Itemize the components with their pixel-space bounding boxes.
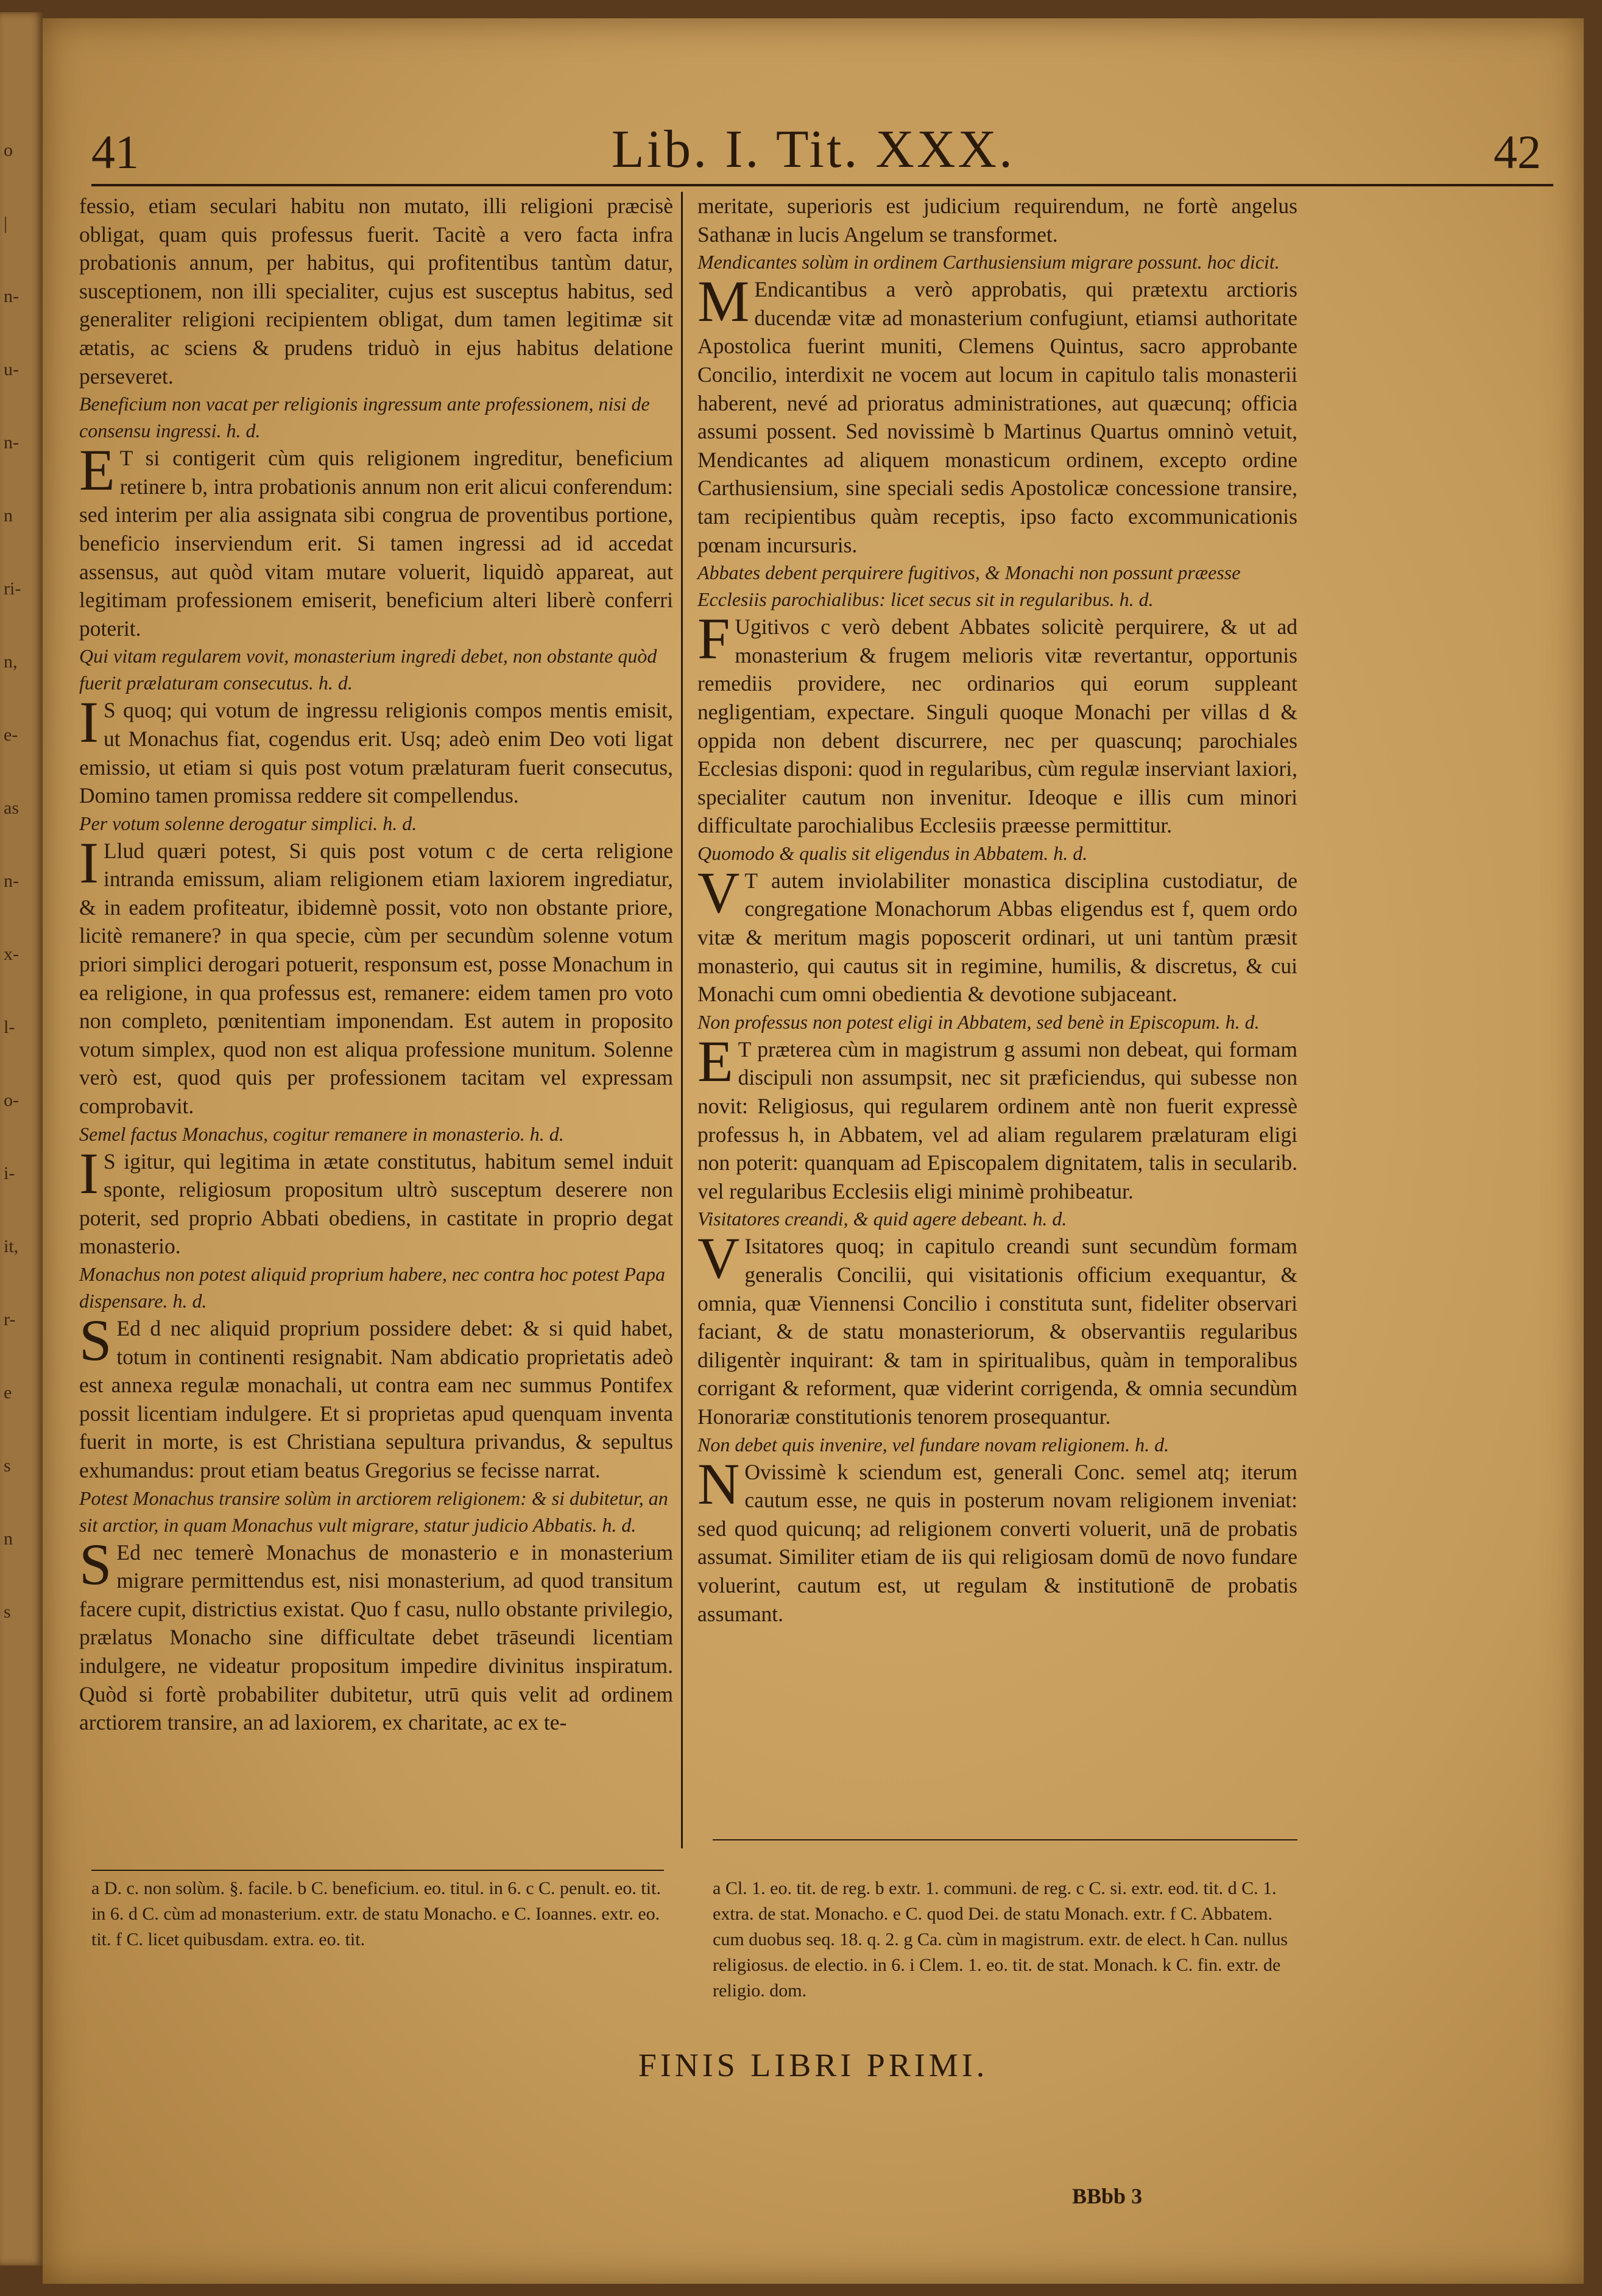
edge-glyph: s (4, 1602, 11, 1622)
paragraph-text: Ugitivos c verò debent Abbates solicitè perquirere, & ut ad monasterium & frugem melioris vitæ revertantur, opportunis remediis providere, nec ordinarios qui eorum suppleant negligentiam, expectare. Singuli quoque Monachi per villas d & oppida non debent discurrere, nec per quascunq; parochiales Ecclesias disponi: quod in regularibus, cùm regulæ inserviant laxiori, specialiter cautum non invenitur. Ideoque e illis cum minori difficultate parochialibus Ecclesiis præesse permittitur. (697, 614, 1297, 838)
drop-capital: S (79, 1531, 112, 1597)
edge-glyph: n- (4, 871, 19, 891)
section-summary: Potest Monachus transire solùm in arctiorem religionem: & si dubitetur, an sit arctior, in quam Monachus vult migrare, statur judicio Abbatis. h. d. (79, 1487, 668, 1536)
edge-glyph: n- (4, 432, 19, 453)
section-summary: Beneficium non vacat per religionis ingressum ante professionem, nisi de consensu ingressi. h. d. (79, 393, 650, 442)
running-title: Lib. I. Tit. XXX. (611, 120, 1015, 179)
continued-text: meritate, superioris est judicium requirendum, ne fortè angelus Sathanæ in lucis Angelum se transformet. (697, 194, 1297, 247)
section-summary: Non debet quis invenire, vel fundare novam religionem. h. d. (697, 1433, 1170, 1456)
drop-capital: E (697, 1028, 733, 1094)
footnote-rule-right (713, 1839, 1297, 1840)
section-summary: Abbates debent perquirere fugitivos, & Monachi non possunt præesse Ecclesiis parochialibus: licet secus sit in regularibus. h. d. (697, 562, 1241, 611)
drop-capital: I (79, 829, 99, 895)
section-summary: Visitatores creandi, & quid agere debeant. h. d. (697, 1208, 1067, 1230)
edge-glyph: n (4, 1529, 13, 1549)
footnote-rule-left (91, 1870, 664, 1871)
signature-mark: BBbb 3 (1072, 2184, 1143, 2208)
section-summary: Qui vitam regularem vovit, monasterium ingredi debet, non obstante quòd fuerit prælaturam consecutus. h. d. (79, 645, 657, 694)
drop-capital: I (79, 689, 99, 755)
paragraph (79, 1140, 673, 1261)
edge-glyph: e (4, 1382, 12, 1403)
edge-glyph: it, (4, 1236, 19, 1256)
section-summary: Mendicantes solùm in ordinem Carthusiensium migrare possunt. hoc dicit. (697, 251, 1280, 273)
section-summary: Quomodo & qualis sit eligendus in Abbatem. h. d. (697, 842, 1088, 864)
drop-capital: E (79, 437, 115, 503)
edge-glyph: n, (4, 652, 18, 672)
paragraph-text: S igitur, qui legitima in ætate constitutus, habitum semel induit sponte, religiosum propositum ultrò susceptum deserere non poterit, sed proprio Abbati obediens, in castitate in proprio degat monasterio. (79, 1149, 673, 1259)
right-column (697, 192, 1297, 1628)
drop-capital: M (697, 269, 750, 334)
paragraph-text: Ovissimè k sciendum est, generali Conc. semel atq; iterum cautum esse, ne quis in posterum novam religionem inveniat: sed quod quicunq; ad religionem converti voluerit, unā de probatis assumat. Similiter etiam de iis qui religiosam domū de novo fundare voluerint, cautum est, ut regulam & institutionē de probatis assumant. (697, 1459, 1297, 1626)
paragraph (697, 1028, 1297, 1206)
paragraph (79, 437, 673, 643)
paragraph-text: Ed d nec aliquid proprium possidere debet: & si quid habet, totum in continenti resignabit. Nam abdicatio proprietatis adeò est annexa regulæ monachali, ut contra eam nec summus Pontifex possit licentiam indulgere. Et si proprietas apud quenquam inventa fuerit in morte, is est Christiana sepultura privandus, & sepultus exhumandus: prout etiam beatus Gregorius se fecisse narrat. (79, 1316, 673, 1482)
adjacent-page-edge (0, 12, 43, 2266)
paragraph-text: T si contigerit cùm quis religionem ingreditur, beneficium retinere b, intra probationis annum non erit alicui conferendum: sed interim per alia assignata sibi congrua de proventibus portione, beneficio inserviendum erit. Si tamen ingressi ad id accedat assensus, aut quòd vitam mutare voluerit, liquidò appareat, aut legitimam professionem emiserit, beneficium alteri liberè conferri poterit. (79, 446, 673, 641)
paragraph (79, 1531, 673, 1737)
drop-capital: F (697, 606, 730, 672)
paragraph (697, 1225, 1297, 1431)
edge-glyph: o- (4, 1090, 19, 1110)
edge-glyph: n (4, 505, 13, 526)
section-summary: Semel factus Monachus, cogitur remanere in monasterio. h. d. (79, 1122, 564, 1145)
edge-glyph: s (4, 1456, 11, 1476)
section-summary: Per votum solenne derogatur simplici. h. d. (79, 812, 417, 834)
edge-glyph: ri- (4, 579, 21, 599)
drop-capital: I (79, 1140, 99, 1206)
edge-glyph: | (4, 213, 8, 233)
header-rule (91, 184, 1553, 186)
paragraph-text: T præterea cùm in magistrum g assumi non debeat, qui formam discipuli non assumpsit, nec sit præficiendus, qui subesse non novit: Religiosus, qui regularem ordinem antè non fuerit expressè professus h, in Abbatem, vel ad aliam regularem prælaturam eligi non poterit: quanquam ad Episcopalem dignitatem, talis in secularib. vel regularibus Ecclesiis eligi minimè prohibeatur. (697, 1037, 1297, 1203)
finis-libri: FINIS LIBRI PRIMI. (638, 2047, 989, 2083)
drop-capital: S (79, 1308, 112, 1373)
left-column (79, 192, 673, 1737)
paragraph-text: Llud quæri potest, Si quis post votum c de certa religione intranda emissum, aliam religionem etiam laxiorem ingrediatur, & in eadem profiteatur, ibidemnè possit, voto non obstante priore, licitè remanere? in qua specie, cùm per secundùm solenne votum priori simplici derogari potuerit, responsum est, posse Monachum in ea religione, in qua professus est, remanere: eidem tamen pro voto non completo, pœnitentiam imponendam. Est autem in proposito votum simplex, quod non est aliqua professione munitum. Solenne verò est, quod quis per professionem tacitam vel expressam comprobavit. (79, 838, 673, 1119)
paragraph (697, 1451, 1297, 1629)
paragraph (697, 859, 1297, 1009)
edge-glyph: r- (4, 1309, 16, 1329)
footnotes-left: a D. c. non solùm. §. facile. b C. beneficium. eo. titul. in 6. c C. penult. eo. tit. in 6. d C. cùm ad monasterium. extr. de statu Monacho. e C. Ioannes. extr. eo. tit. f C. licet quibusdam. extra. eo. tit. (91, 1878, 661, 1949)
edge-glyph: l- (4, 1017, 15, 1037)
drop-capital: V (697, 859, 740, 925)
edge-glyph: o (4, 140, 13, 160)
book-page (43, 18, 1584, 2284)
paragraph-text: Endicantibus a verò approbatis, qui prætextu arctioris ducendæ vitæ ad monasterium confugiunt, etiamsi authoritate Apostolica fuerint muniti, Clemens Quintus, sacro approbante Concilio, interdixit ne vocem aut locum in capitulo talis monasterii haberent, nevé ad prioratus administrationes, aut quæcunq; officia assumi possent. Sed novissimè b Martinus Quartus omninò vetuit, Mendicantes ad aliquem monasticum ordinem, excepto ordine Carthusiensium, sine speciali sedis Apostolicæ concessione transire, tam recipientibus quàm receptis, ipso facto excommunicationis pœnam incursuris. (697, 277, 1297, 557)
paragraph (79, 1308, 673, 1485)
footnotes-right: a Cl. 1. eo. tit. de reg. b extr. 1. communi. de reg. c C. si. extr. eod. tit. d C. 1. extra. de stat. Monacho. e C. quod Dei. de statu Monach. extr. f C. Abbatem. cum duobus seq. 18. q. 2. g Ca. cùm in magistrum. extr. de elect. h Can. nullus religiosus. de electio. in 6. i Clem. 1. eo. tit. de stat. Monach. k C. fin. extr. de religio. dom. (713, 1878, 1288, 2001)
column-divider (681, 192, 683, 1848)
page-header (73, 119, 1553, 179)
edge-glyph: i- (4, 1163, 15, 1183)
paragraph (697, 606, 1297, 840)
paragraph (79, 689, 673, 809)
paragraph (697, 269, 1297, 559)
edge-glyph: e- (4, 725, 18, 745)
drop-capital: V (697, 1225, 740, 1291)
page-number-right: 42 (1494, 125, 1541, 178)
edge-glyph: u- (4, 359, 19, 379)
paragraph-text: T autem inviolabiliter monastica disciplina custodiatur, de congregatione Monachorum Abbas eligendus est f, quem ordo vitæ & meritum magis poposcerit ordinari, ut uni tantùm præsit monasterio, qui cautus sit in regimine, humilis, & discretus, & cui Monachi cum omni obedientia & devotione subjaceant. (697, 868, 1297, 1007)
section-summary: Monachus non potest aliquid proprium habere, nec contra hoc potest Papa dispensare. h. d. (79, 1263, 665, 1312)
paragraph (79, 829, 673, 1121)
paragraph-text: Isitatores quoq; in capitulo creandi sunt secundùm formam generalis Concilii, qui visitationis officium exequantur, & omnia, quæ Viennensi Concilio i constituta sunt, fideliter observari faciant, & de statu monasteriorum, & observantiis regularibus diligentèr inquirant: & tam in spiritualibus, quàm in temporalibus corrigant & reforment, quæ viderint corrigenda, & omnia secundùm Honorariæ constitutionis tenorem prosequantur. (697, 1234, 1297, 1429)
paragraph-text: S quoq; qui votum de ingressu religionis compos mentis emisit, ut Monachus fiat, cogendus erit. Usq; adeò enim Deo voti ligat emissio, ut etiam si quis post votum prælaturam fuerit consecutus, Domino tamen promissa reddere sit compellendus. (79, 698, 673, 808)
edge-glyph: n- (4, 286, 19, 306)
page-number-left: 41 (91, 125, 139, 178)
continued-text: fessio, etiam seculari habitu non mutato, illi religioni præcisè obligat, quam quis professus fuerit. Tacitè a vero facta infra probationis annum, per habitus, qui profitentibus tantùm datur, susceptionem, non illi specialiter, cujus est susceptus habitus, sed generaliter religioni recipientem obligat, dum tamen legitimæ sit ætatis, ac sciens & prudens triduò in ejus habitus delatione perseveret. (79, 194, 673, 389)
paragraph-text: Ed nec temerè Monachus de monasterio e in monasterium migrare permittendus est, nisi monasterium, ad quod transitum facere cupit, districtius existat. Quo f casu, nullo obstante privilegio, prælatus Monacho sine difficultate debet trāseundi licentiam indulgere, ne videatur propositum impedire divinitus inspiratum. Quòd si fortè probabiliter dubitetur, utrū quis velit ad ordinem arctiorem transire, an ad laxiorem, ex charitate, ac ex te- (79, 1540, 673, 1735)
section-summary: Non professus non potest eligi in Abbatem, sed benè in Episcopum. h. d. (697, 1010, 1260, 1033)
edge-glyph: as (4, 798, 19, 818)
drop-capital: N (697, 1451, 740, 1516)
edge-glyph: x- (4, 944, 19, 964)
